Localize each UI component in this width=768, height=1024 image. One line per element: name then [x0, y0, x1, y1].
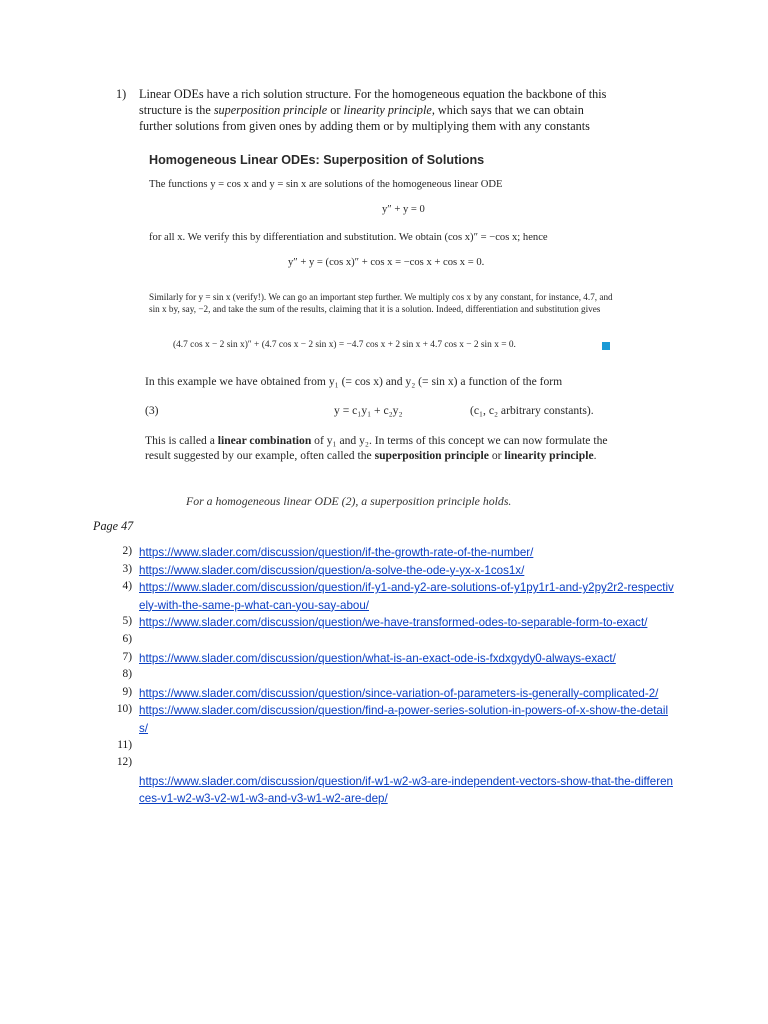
item-1-text-part: which says that we can obtain further solutions from given ones by adding them or by multiplying them with any constants [139, 103, 590, 134]
list-item [112, 738, 682, 756]
list-item [112, 579, 682, 614]
discussion-link[interactable]: https://www.slader.com/discussion/question/if-w1-w2-w3-are-independent-vectors-show-that-the-differences-v1-w2-w3-v2-w1-w3-and-v3-w1-w2-are-dep/ [139, 774, 673, 806]
equation: y″ + y = (cos x)″ + cos x = −cos x + cos x = 0. [288, 257, 485, 268]
excerpt-paragraph: for all x. We verify this by differentiation and substitution. We obtain (cos x)″ = −cos x; hence [149, 232, 548, 243]
item-1-text [139, 86, 616, 135]
link-list [112, 544, 682, 808]
item-number: 2) [122, 545, 132, 557]
item-number: 10) [116, 703, 132, 716]
equation: y″ + y = 0 [382, 204, 425, 215]
item-number: 1) [116, 87, 127, 101]
item-number: 4) [122, 580, 132, 593]
list-item [112, 773, 682, 808]
italic-term: linearity principle, [343, 103, 435, 118]
list-item [112, 650, 682, 668]
discussion-link[interactable]: https://www.slader.com/discussion/question/we-have-transformed-odes-to-separable-form-to-exact/ [139, 616, 648, 630]
item-number: 5) [122, 615, 132, 628]
item-number: 6) [122, 632, 132, 645]
discussion-link[interactable]: https://www.slader.com/discussion/question/if-y1-and-y2-are-solutions-of-y1py1r1-and-y2py2r2-respectively-with-the-same-p-what-can-you-say-abou/ [139, 581, 674, 612]
excerpt-title: Homogeneous Linear ODEs: Superposition of Solutions [149, 153, 485, 167]
list-item [112, 702, 682, 737]
text-part: or [488, 449, 505, 463]
list-item [112, 562, 682, 580]
excerpt-paragraph: Similarly for y = sin x (verify!). We can go an important step further. We multiply cos x by any constant, for instance, 4.7, and sin x by, say, −2, and take the sum of the results, claiming that it is a solution. Indeed, differentiation and substitution gives [149, 292, 613, 314]
italic-term: superposition principle [213, 103, 328, 118]
list-item [112, 667, 682, 685]
bold-term: superposition principle [374, 449, 489, 463]
discussion-link[interactable]: https://www.slader.com/discussion/question/since-variation-of-parameters-is-generally-complicated-2/ [139, 686, 659, 700]
equation-label: (3) [145, 404, 159, 417]
item-number: 7) [122, 650, 132, 663]
excerpt-paragraph: The functions y = cos x and y = sin x are solutions of the homogeneous linear ODE [149, 179, 503, 190]
discussion-link[interactable]: https://www.slader.com/discussion/question/what-is-an-exact-ode-is-fxdxgydy0-always-exact/ [139, 651, 616, 665]
list-item [112, 632, 682, 650]
item-number: 9) [122, 685, 132, 698]
item-1-text-part: Linear ODEs have a rich solution structure. For the homogeneous equation the backbone of this structure is the [139, 87, 607, 118]
item-1-text-part: or [327, 103, 344, 118]
equation: y = c₁y₁ + c₂y₂ [334, 404, 403, 417]
list-item [112, 614, 682, 632]
page-label: Page 47 [93, 519, 134, 533]
discussion-link[interactable]: https://www.slader.com/discussion/question/a-solve-the-ode-y-yx-x-1cos1x/ [139, 563, 525, 577]
excerpt-paragraph: In this example we have obtained from y₁ (= cos x) and y₂ (= sin x) a function of the form [145, 375, 563, 388]
principle-caption: For a homogeneous linear ODE (2), a superposition principle holds. [186, 494, 512, 508]
list-item [112, 755, 682, 773]
text-part: This is called a [145, 434, 218, 447]
text-part: . [593, 449, 597, 463]
equation: (4.7 cos x − 2 sin x)″ + (4.7 cos x − 2 sin x) = −4.7 cos x + 2 sin x + 4.7 cos x − 2 sin x = 0. [173, 340, 516, 350]
equation-note: (c₁, c₂ arbitrary constants). [470, 404, 594, 417]
end-of-example-marker [602, 342, 610, 350]
list-item [112, 685, 682, 703]
item-number: 3) [122, 562, 132, 575]
list-item [112, 544, 682, 562]
item-number: 8) [122, 668, 132, 681]
excerpt-paragraph [145, 433, 615, 463]
item-1 [116, 86, 616, 135]
discussion-link[interactable]: https://www.slader.com/discussion/question/if-the-growth-rate-of-the-number/ [139, 546, 534, 559]
discussion-link[interactable]: https://www.slader.com/discussion/question/find-a-power-series-solution-in-powers-of-x-show-the-details/ [139, 704, 669, 735]
bold-term: linear combination [217, 434, 312, 447]
textbook-excerpt-image [140, 150, 618, 515]
bold-term: linearity principle [504, 449, 594, 463]
text-part: of y₁ and y₂. In terms of this concept we can now formulate the result suggested by our example, often called the [145, 434, 608, 463]
item-number: 11) [117, 738, 132, 751]
item-number: 12) [116, 756, 132, 769]
